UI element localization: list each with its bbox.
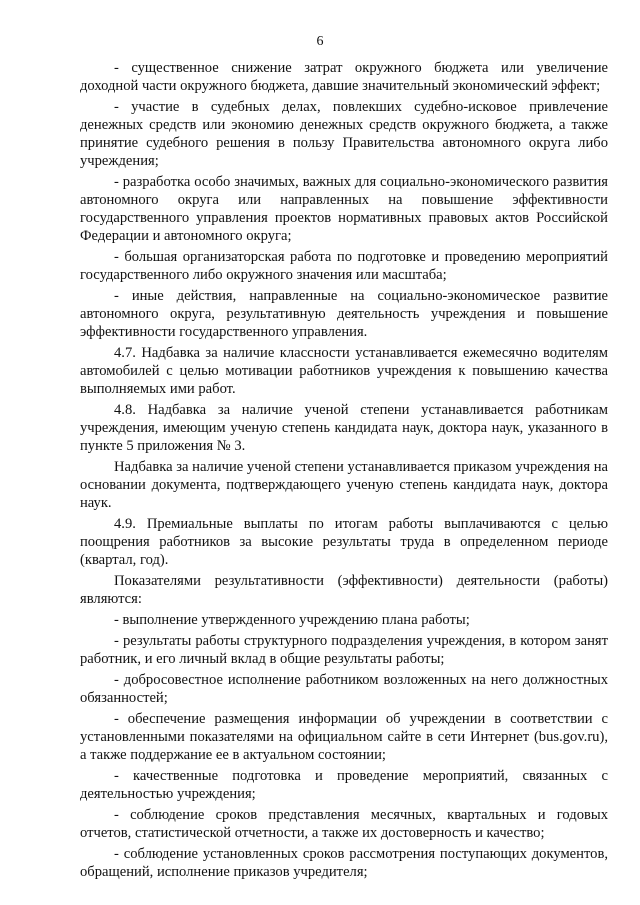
paragraph: - участие в судебных делах, повлекших судебно-исковое привлечение денежных средств или экономию денежных средств окружного бюджета, а также принятие судебного решения в пользу Правительства автономного округа либо учреждения; xyxy=(80,99,608,169)
paragraph: - большая организаторская работа по подготовке и проведению мероприятий государственного либо окружного значения или масштаба; xyxy=(80,249,608,283)
page-number: 6 xyxy=(316,34,324,49)
paragraph: 4.7. Надбавка за наличие классности устанавливается ежемесячно водителям автомобилей с целью мотивации работников учреждения к повышению качества выполняемых ими работ. xyxy=(80,345,608,397)
paragraph: Показателями результативности (эффективности) деятельности (работы) являются: xyxy=(80,573,608,607)
paragraph: 4.8. Надбавка за наличие ученой степени устанавливается работникам учреждения, имеющим ученую степень кандидата наук, доктора наук, указанного в пункте 5 приложения № 3. xyxy=(80,402,608,454)
paragraph: - обеспечение размещения информации об учреждении в соответствии с установленными показателями на официальном сайте в сети Интернет (bus.gov.ru), а также поддержание ее в актуальном состоянии; xyxy=(80,711,608,763)
paragraph: - выполнение утвержденного учреждению плана работы; xyxy=(114,612,470,628)
paragraph: Надбавка за наличие ученой степени устанавливается приказом учреждения на основании документа, подтверждающего ученую степень кандидата наук, доктора наук. xyxy=(80,459,608,511)
paragraph: - существенное снижение затрат окружного бюджета или увеличение доходной части окружного бюджета, давшие значительный экономический эффект; xyxy=(80,60,608,94)
paragraph: - иные действия, направленные на социально-экономическое развитие автономного округа, результативную деятельность учреждения и повышение эффективности государственного управления. xyxy=(80,288,608,340)
paragraph: - разработка особо значимых, важных для социально-экономического развития автономного округа или направленных на повышение эффективности государственного управления проектов нормативных правовых актов Российской Федерации и автономного округа; xyxy=(80,174,608,244)
paragraph: 4.9. Премиальные выплаты по итогам работы выплачиваются с целью поощрения работников за высокие результаты труда в определенном периоде (квартал, год). xyxy=(80,516,608,568)
document-body xyxy=(80,59,608,884)
paragraph: - соблюдение установленных сроков рассмотрения поступающих документов, обращений, исполнение приказов учредителя; xyxy=(80,846,608,880)
paragraph: - соблюдение сроков представления месячных, квартальных и годовых отчетов, статистической отчетности, а также их достоверность и качество; xyxy=(80,807,608,841)
paragraph: - результаты работы структурного подразделения учреждения, в котором занят работник, и его личный вклад в общие результаты работы; xyxy=(80,633,608,667)
paragraph: - добросовестное исполнение работником возложенных на него должностных обязанностей; xyxy=(80,672,608,706)
paragraph: - качественные подготовка и проведение мероприятий, связанных с деятельностью учреждения; xyxy=(80,768,608,802)
